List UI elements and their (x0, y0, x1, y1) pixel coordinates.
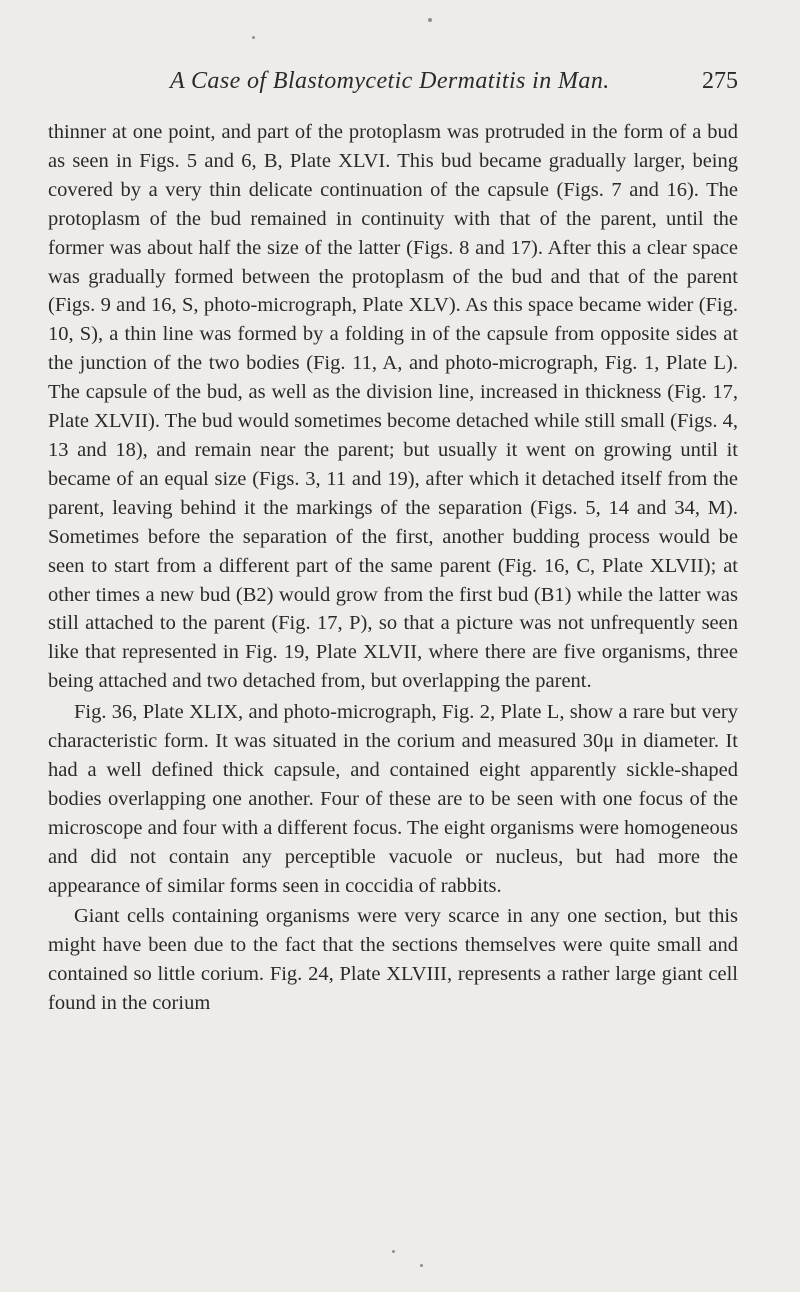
page-number: 275 (702, 68, 738, 94)
paper-speck (420, 1264, 423, 1267)
body-text (48, 118, 738, 1018)
paper-speck (392, 1250, 395, 1253)
page-header (48, 66, 738, 102)
paragraph-3: Giant cells containing organisms were very scarce in any one section, but this might have been due to the fact that the sections themselves were quite small and contained so little corium. Fig. 24, Plate XLVIII, represents a rather large giant cell found in the corium (48, 905, 738, 1015)
paper-speck (428, 18, 432, 22)
paragraph-1: thinner at one point, and part of the protoplasm was protruded in the form of a bud as seen in Figs. 5 and 6, B, Plate XLVI. This bud became gradually larger, being covered by a very thin delicate continuation of the capsule (Figs. 7 and 16). The protoplasm of the bud remained in continuity with that of the parent, until the former was about half the size of the latter (Figs. 8 and 17). After this a clear space was gradually formed between the protoplasm of the bud and that of the parent (Figs. 9 and 16, S, photo-micrograph, Plate XLV). As this space became wider (Fig. 10, S), a thin line was formed by a folding in of the capsule from opposite sides at the junction of the two bodies (Fig. 11, A, and photo-micrograph, Fig. 1, Plate L). The capsule of the bud, as well as the division line, increased in thickness (Fig. 17, Plate XLVII). The bud would sometimes become detached while still small (Figs. 4, 13 and 18), and remain near the parent; but usually it went on growing until it became of an equal size (Figs. 3, 11 and 19), after which it detached itself from the parent, leaving behind it the markings of the separation (Figs. 5, 14 and 34, M). Sometimes before the separation of the first, another budding process would be seen to start from a different part of the same parent (Fig. 16, C, Plate XLVII); at other times a new bud (B2) would grow from the first bud (B1) while the latter was still attached to the parent (Fig. 17, P), so that a picture was not unfrequently seen like that represented in Fig. 19, Plate XLVII, where there are five organisms, three being attached and two detached from, but overlapping the parent. (48, 121, 738, 693)
paper-speck (252, 36, 255, 39)
running-title: A Case of Blastomycetic Dermatitis in Man. (170, 68, 610, 94)
paragraph-2: Fig. 36, Plate XLIX, and photo-micrograph, Fig. 2, Plate L, show a rare but very characteristic form. It was situated in the corium and measured 30μ in diameter. It had a well defined thick capsule, and contained eight apparently sickle-shaped bodies overlapping one another. Four of these are to be seen with one focus of the microscope and four with a different focus. The eight organisms were homogeneous and did not contain any perceptible vacuole or nucleus, but had more the appearance of similar forms seen in coccidia of rabbits. (48, 701, 738, 897)
